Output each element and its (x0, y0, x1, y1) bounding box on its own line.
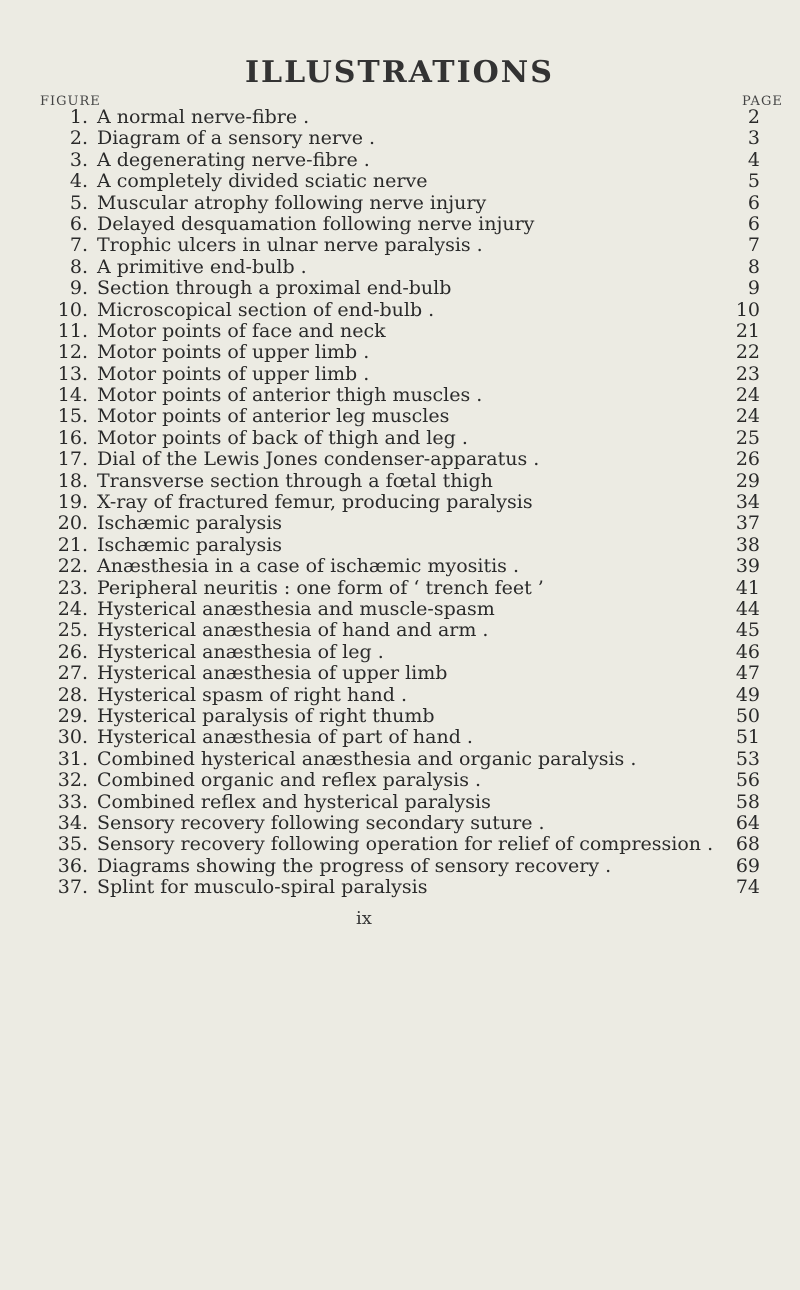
figure-number: 25. (57, 619, 88, 642)
figure-caption: Anæsthesia in a case of ischæmic myositis . (97, 555, 520, 578)
page-number: 64 (735, 811, 760, 834)
list-item (40, 214, 760, 235)
figure-caption: Hysterical spasm of right hand . (97, 683, 408, 706)
figure-number: 36. (57, 854, 88, 877)
list-item (40, 257, 760, 278)
figure-caption: Motor points of upper limb . (97, 362, 370, 385)
list-item (40, 749, 760, 770)
page-number: 39 (735, 555, 760, 578)
figure-caption: Sensory recovery following operation for relief of compression . (97, 833, 714, 856)
page-number: 5 (747, 170, 760, 193)
figure-number: 10. (57, 298, 88, 321)
list-item (40, 364, 760, 385)
figure-caption: Trophic ulcers in ulnar nerve paralysis . (97, 234, 483, 257)
figure-caption: A degenerating nerve-fibre . (97, 148, 370, 171)
figure-caption: Delayed desquamation following nerve injury (97, 212, 535, 235)
figure-number: 19. (57, 491, 88, 514)
page-number: 47 (735, 662, 760, 685)
page-number: 44 (735, 597, 760, 620)
figure-caption: Motor points of face and neck (97, 319, 386, 342)
list-item (40, 107, 760, 128)
page-number: 6 (747, 191, 760, 214)
figure-caption: Hysterical anæsthesia of upper limb (97, 662, 448, 685)
figure-number: 13. (57, 362, 88, 385)
figure-caption: Motor points of back of thigh and leg . (97, 426, 468, 449)
figure-number: 31. (57, 747, 88, 770)
figure-caption: Muscular atrophy following nerve injury (97, 191, 487, 214)
page-number: 2 (747, 106, 760, 128)
figure-number: 8. (69, 255, 88, 278)
figure-number: 11. (57, 319, 88, 342)
list-item (40, 706, 760, 727)
figure-number: 3. (69, 148, 88, 171)
page-number: 46 (735, 640, 760, 663)
figure-number: 27. (57, 662, 88, 685)
figure-number: 20. (57, 512, 88, 535)
figure-caption: A primitive end-bulb . (97, 255, 307, 278)
list-item (40, 449, 760, 470)
page-folio: ix (356, 908, 372, 929)
page-number: 22 (735, 341, 760, 364)
list-item (40, 513, 760, 534)
page-number: 3 (747, 127, 760, 150)
figure-number: 17. (57, 448, 88, 471)
list-item (40, 685, 760, 706)
page-number: 34 (735, 491, 760, 514)
figure-number: 23. (57, 576, 88, 599)
figure-number: 6. (69, 212, 88, 235)
illustrations-list (40, 107, 760, 898)
figure-caption: Diagram of a sensory nerve . (97, 127, 376, 150)
list-item (40, 620, 760, 641)
figure-caption: Hysterical anæsthesia of leg . (97, 640, 384, 663)
list-item (40, 278, 760, 299)
figure-caption: Motor points of anterior thigh muscles . (97, 384, 483, 407)
figure-number: 7. (69, 234, 88, 257)
page-number: 4 (747, 148, 760, 171)
figure-number: 29. (57, 704, 88, 727)
list-item (40, 321, 760, 342)
list-item (40, 599, 760, 620)
figure-number: 4. (69, 170, 88, 193)
list-item (40, 428, 760, 449)
list-item (40, 727, 760, 748)
figure-caption: Combined hysterical anæsthesia and organic paralysis . (97, 747, 637, 770)
list-item (40, 877, 760, 898)
page-number: 24 (735, 405, 760, 428)
figure-number: 35. (57, 833, 88, 856)
page-number: 26 (735, 448, 760, 471)
figure-caption: A normal nerve-fibre . (97, 106, 310, 128)
figure-number: 15. (57, 405, 88, 428)
page-number: 69 (735, 854, 760, 877)
column-header-page: PAGE (742, 94, 783, 109)
figure-caption: Peripheral neuritis : one form of ‘ trench feet ’ (97, 576, 544, 599)
figure-number: 12. (57, 341, 88, 364)
figure-caption: Combined organic and reflex paralysis . (97, 769, 482, 792)
page-number: 24 (735, 384, 760, 407)
figure-caption: Splint for musculo-spiral paralysis (97, 876, 428, 899)
list-item (40, 385, 760, 406)
figure-number: 37. (57, 876, 88, 899)
page-number: 41 (735, 576, 760, 599)
page-number: 6 (747, 212, 760, 235)
list-item (40, 300, 760, 321)
list-item (40, 663, 760, 684)
list-item (40, 235, 760, 256)
page-number: 37 (735, 512, 760, 535)
list-item (40, 856, 760, 877)
list-item (40, 813, 760, 834)
list-item (40, 128, 760, 149)
page-number: 21 (735, 319, 760, 342)
figure-caption: Hysterical paralysis of right thumb (97, 704, 435, 727)
page-number: 56 (735, 769, 760, 792)
figure-number: 24. (57, 597, 88, 620)
figure-caption: Combined reflex and hysterical paralysis (97, 790, 491, 813)
list-item (40, 171, 760, 192)
figure-number: 28. (57, 683, 88, 706)
figure-caption: Section through a proximal end-bulb (97, 277, 452, 300)
figure-number: 5. (69, 191, 88, 214)
figure-number: 1. (69, 106, 88, 128)
figure-number: 32. (57, 769, 88, 792)
figure-number: 22. (57, 555, 88, 578)
list-item (40, 792, 760, 813)
column-header-figure: FIGURE (40, 94, 101, 109)
figure-caption: Hysterical anæsthesia of part of hand . (97, 726, 473, 749)
figure-number: 21. (57, 533, 88, 556)
list-item (40, 342, 760, 363)
list-item (40, 150, 760, 171)
figure-caption: Ischæmic paralysis (97, 533, 283, 556)
page-number: 10 (735, 298, 760, 321)
list-item (40, 556, 760, 577)
figure-caption: Hysterical anæsthesia of hand and arm . (97, 619, 489, 642)
page-number: 74 (735, 876, 760, 899)
figure-number: 34. (57, 811, 88, 834)
figure-caption: Ischæmic paralysis (97, 512, 283, 535)
figure-number: 16. (57, 426, 88, 449)
page-number: 9 (747, 277, 760, 300)
figure-caption: Diagrams showing the progress of sensory recovery . (97, 854, 612, 877)
figure-caption: Transverse section through a fœtal thigh (97, 469, 493, 492)
page-number: 49 (735, 683, 760, 706)
figure-caption: A completely divided sciatic nerve (97, 170, 428, 193)
page-number: 38 (735, 533, 760, 556)
page-number: 51 (735, 726, 760, 749)
page-number: 7 (747, 234, 760, 257)
figure-caption: Microscopical section of end-bulb . (97, 298, 435, 321)
figure-number: 2. (69, 127, 88, 150)
page-number: 58 (735, 790, 760, 813)
page-title: ILLUSTRATIONS (245, 55, 554, 90)
list-item (40, 535, 760, 556)
figure-caption: Dial of the Lewis Jones condenser-apparatus . (97, 448, 540, 471)
list-item (40, 834, 760, 855)
figure-caption: X-ray of fractured femur, producing paralysis (97, 491, 533, 514)
list-item (40, 471, 760, 492)
page-number: 68 (735, 833, 760, 856)
figure-caption: Sensory recovery following secondary suture . (97, 811, 545, 834)
page-number: 23 (735, 362, 760, 385)
figure-caption: Hysterical anæsthesia and muscle-spasm (97, 597, 495, 620)
figure-number: 14. (57, 384, 88, 407)
figure-caption: Motor points of anterior leg muscles (97, 405, 450, 428)
list-item (40, 578, 760, 599)
figure-number: 26. (57, 640, 88, 663)
page-number: 45 (735, 619, 760, 642)
list-item (40, 770, 760, 791)
list-item (40, 406, 760, 427)
list-item (40, 492, 760, 513)
figure-number: 9. (69, 277, 88, 300)
figure-caption: Motor points of upper limb . (97, 341, 370, 364)
page-number: 29 (735, 469, 760, 492)
list-item (40, 193, 760, 214)
page-number: 50 (735, 704, 760, 727)
figure-number: 30. (57, 726, 88, 749)
page-number: 25 (735, 426, 760, 449)
page-number: 53 (735, 747, 760, 770)
figure-number: 18. (57, 469, 88, 492)
page-number: 8 (747, 255, 760, 278)
figure-number: 33. (57, 790, 88, 813)
list-item (40, 642, 760, 663)
